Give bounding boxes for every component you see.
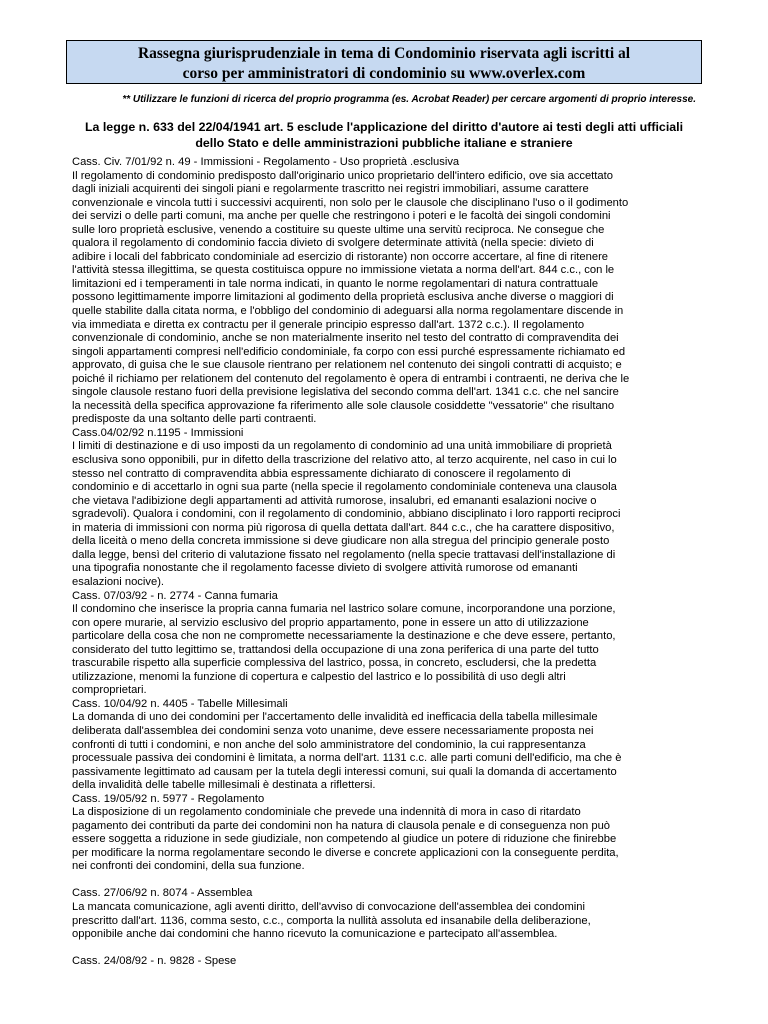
case-heading: Cass.04/02/92 n.1195 - Immissioni bbox=[72, 426, 244, 439]
case-text-line: approvato, di guisa che le sue clausole rientrano per relationem nel contenuto dei singoli contratti di acquisto; e bbox=[72, 359, 622, 372]
case-text-line: che vietava l'adibizione degli appartamenti ad attività rumorose, insalubri, ed emananti esalazioni nocive o bbox=[72, 494, 597, 507]
case-heading: Cass. 27/06/92 n. 8074 - Assemblea bbox=[72, 887, 253, 900]
case-text-line: sulle loro proprietà esclusive, venendo a costituire su queste ultime una servitù reciproca. Ne consegue che bbox=[72, 223, 605, 236]
case-text-line: quelle stabilite dalla citata norma, e l'obbligo del condominio di adeguarsi alla norma regolamentare discende in bbox=[72, 305, 624, 318]
spacer bbox=[72, 942, 712, 956]
title-line-1: Rassegna giurisprudenziale in tema di Condominio riservata agli iscritti al bbox=[137, 45, 631, 62]
case-text-line: esalazioni nocive). bbox=[72, 575, 165, 588]
case-text-line: predisposte da una soltanto delle parti contraenti. bbox=[72, 413, 317, 426]
case-text-line: l'attività stessa illegittima, se questa costituisca oppure no immissione vietata a norma dell'art. 844 c.c., con le bbox=[72, 264, 615, 277]
case-text-line: possono legittimamente imporre limitazioni al godimento della proprietà esclusiva anche diverse o maggiori di bbox=[72, 291, 614, 304]
case-text-line: poiché il richiamo per relationem del contenuto del regolamento è opera di entrambi i contraenti, ne deriva che le bbox=[72, 372, 630, 385]
case-text-line: via immediata e diretta ex contractu per il generale principio espresso dall'art. 1372 c.c.). Il regolamento bbox=[72, 318, 585, 331]
case-text-line: condominio e di accettarlo in ogni sua parte (nella specie il regolamento condominiale conteneva una clausola bbox=[72, 481, 617, 494]
case-text-line: utilizzazione, menomi la funzione di copertura e calpestio del lastrico e lo possibilità di uso degli altri bbox=[72, 670, 566, 683]
title-box bbox=[66, 40, 702, 84]
case-text-line: dagli iniziali acquirenti dei singoli piani e regolarmente trascritto nei registri immobiliari, assume carattere bbox=[72, 183, 589, 196]
case-text-line: singoli appartamenti compresi nell'edificio condominiale, fa corpo con essi purché espressamente richiamato ed bbox=[72, 345, 626, 358]
case-text-line: I limiti di destinazione e di uso imposti da un regolamento di condominio ad una unità immobiliare di proprietà bbox=[72, 440, 612, 453]
copyright-line-2: dello Stato e delle amministrazioni pubbliche italiane e straniere bbox=[195, 136, 573, 150]
case-heading: Cass. Civ. 7/01/92 n. 49 - Immissioni - Regolamento - Uso proprietà .esclusiva bbox=[72, 156, 460, 168]
case-text-line: della invalidità delle tabelle millesimali è destinata a riflettersi. bbox=[72, 779, 376, 792]
case-text-line: processuale passiva dei condomini è limitata, a norma dell'art. 1131 c.c. alle parti comuni dell'edificio, ma che è bbox=[72, 752, 622, 765]
case-text-line: limitazioni ed i temperamenti in tale norma indicati, in quanto le norme regolamentari di natura contrattuale bbox=[72, 277, 599, 290]
case-text-line: con opere murarie, al servizio esclusivo del proprio appartamento, pone in essere un atto di utilizzazione bbox=[72, 616, 589, 629]
case-heading: Cass. 07/03/92 - n. 2774 - Canna fumaria bbox=[72, 589, 278, 602]
case-text-line: esclusiva sono opponibili, pur in difetto della trascrizione del relativo atto, al terzo acquirente, nel caso in cui lo bbox=[72, 454, 617, 467]
case-text-line: passivamente legittimato ad causam per la tutela degli interessi comuni, sui quali la domanda di accertamento bbox=[72, 765, 617, 778]
case-text-line: La mancata comunicazione, agli aventi diritto, dell'avviso di convocazione dell'assemblea dei condomini bbox=[72, 901, 585, 914]
case-text-line: della liceità o meno della concreta immissione si deve giudicare non alla stregua del principio generale posto bbox=[72, 535, 610, 548]
case-text-line: convenzionale e vincola tutti i successivi acquirenti, non solo per le clausole che disciplinano l'uso o il godimento bbox=[72, 196, 629, 209]
case-text-line: qualora il regolamento di condominio faccia divieto di svolgere determinate attività (nella specie: divieto di bbox=[72, 237, 594, 250]
case-heading: Cass. 19/05/92 n. 5977 - Regolamento bbox=[72, 792, 265, 805]
title-line-2: corso per amministratori di condominio su www.overlex.com bbox=[182, 65, 586, 82]
case-text-line: comproprietari. bbox=[72, 684, 147, 697]
document-body bbox=[72, 156, 712, 969]
spacer bbox=[72, 874, 712, 888]
case-text-line: una tipografia nonostante che il regolamento facesse divieto di svolgere attività rumorose od emananti bbox=[72, 562, 578, 575]
case-text-line: dei servizi o delle parti comuni, ma anche per quelle che restringono i poteri e le facoltà dei singoli condomini bbox=[72, 210, 611, 223]
case-text-line: singole clausole restano fuori della previsione legislativa del secondo comma dell'art. 1341 c.c. che nel sancire bbox=[72, 386, 619, 399]
case-text-line: pagamento dei contributi da parte dei condomini non ha natura di clausola penale e di conseguenza non può bbox=[72, 819, 611, 832]
case-heading: Cass. 24/08/92 - n. 9828 - Spese bbox=[72, 955, 237, 968]
case-text-line: La domanda di uno dei condomini per l'accertamento delle invalidità ed inefficacia della tabella millesimale bbox=[72, 711, 598, 724]
case-heading: Cass. 10/04/92 n. 4405 - Tabelle Millesimali bbox=[72, 697, 288, 710]
copyright-line-1: La legge n. 633 del 22/04/1941 art. 5 esclude l'applicazione del diritto d'autore ai testi degli atti ufficiali bbox=[84, 120, 684, 134]
case-text-line: in materia di immissioni con norma più rigorosa di quella dettata dall'art. 844 c.c., che ha carattere dispositivo, bbox=[72, 521, 615, 534]
case-text-line: convenzionale di condominio, anche se non materialmente inserito nel testo del contratto di compravendita dei bbox=[72, 332, 619, 345]
case-text-line: sgradevoli). Qualora i condomini, con il regolamento di condominio, abbiano disciplinato i loro rapporti reciproci bbox=[72, 508, 621, 521]
case-text-line: La disposizione di un regolamento condominiale che prevede una indennità di mora in caso di ritardato bbox=[72, 806, 581, 819]
case-text-line: trascurabile rispetto alla superficie complessiva del lastrico, possa, in concreto, escludersi, che la predetta bbox=[72, 657, 597, 670]
case-text-line: considerato del tutto legittimo se, trattandosi della occupazione di una zona periferica di una parte del tutto bbox=[72, 643, 599, 656]
case-text-line: per modificare la norma regolamentare secondo le diverse e concrete applicazioni con la conseguente perdita, bbox=[72, 846, 619, 859]
case-text-line: confronti di tutti i condomini, e non anche del solo amministratore del condominio, la cui rappresentanza bbox=[72, 738, 586, 751]
case-text-line: deliberata dall'assemblea dei condomini senza voto unanime, deve essere necessariamente proposta nei bbox=[72, 724, 594, 737]
case-text-line: particolare della cosa che non ne compromette necessariamente la destinazione e che deve essere, pertanto, bbox=[72, 630, 616, 643]
case-text-line: dalla legge, bensì del criterio di valutazione fissato nel regolamento (nella specie trattavasi dell'installazione di bbox=[72, 548, 616, 561]
case-text-line: la necessità della specifica approvazione fa riferimento alle sole clausole cosiddette "vessatorie" che risultano bbox=[72, 399, 615, 412]
case-text-line: essere soggetta a riduzione in sede giudiziale, non competendo al giudice un potere di riduzione che finirebbe bbox=[72, 833, 617, 846]
case-text-line: Il condomino che inserisce la propria canna fumaria nel lastrico solare comune, incorporandone una porzione, bbox=[72, 603, 616, 616]
case-text-line: Il regolamento di condominio predisposto dall'originario unico proprietario dell'intero edificio, ove sia accettato bbox=[72, 169, 613, 182]
copyright-notice bbox=[66, 119, 702, 151]
case-text-line: nei confronti dei condomini, della sua funzione. bbox=[72, 860, 305, 873]
case-text-line: adibire i locali del fabbricato condominiale ad esercizio di ristorante) non occorre accertare, al fine di ritenere bbox=[72, 250, 609, 263]
case-text-line: stesso nel contratto di compravendita abbia espressamente dichiarato di conoscere il regolamento di bbox=[72, 467, 571, 480]
search-note: ** Utilizzare le funzioni di ricerca del proprio programma (es. Acrobat Reader) per cercare argomenti di proprio interesse. bbox=[122, 94, 696, 105]
case-text-line: prescritto dall'art. 1136, comma sesto, c.c., comporta la nullità assoluta ed insanabile della deliberazione, bbox=[72, 914, 591, 927]
case-text-line: opponibile anche dai condomini che hanno ricevuto la comunicazione e partecipato all'assemblea. bbox=[72, 928, 558, 941]
